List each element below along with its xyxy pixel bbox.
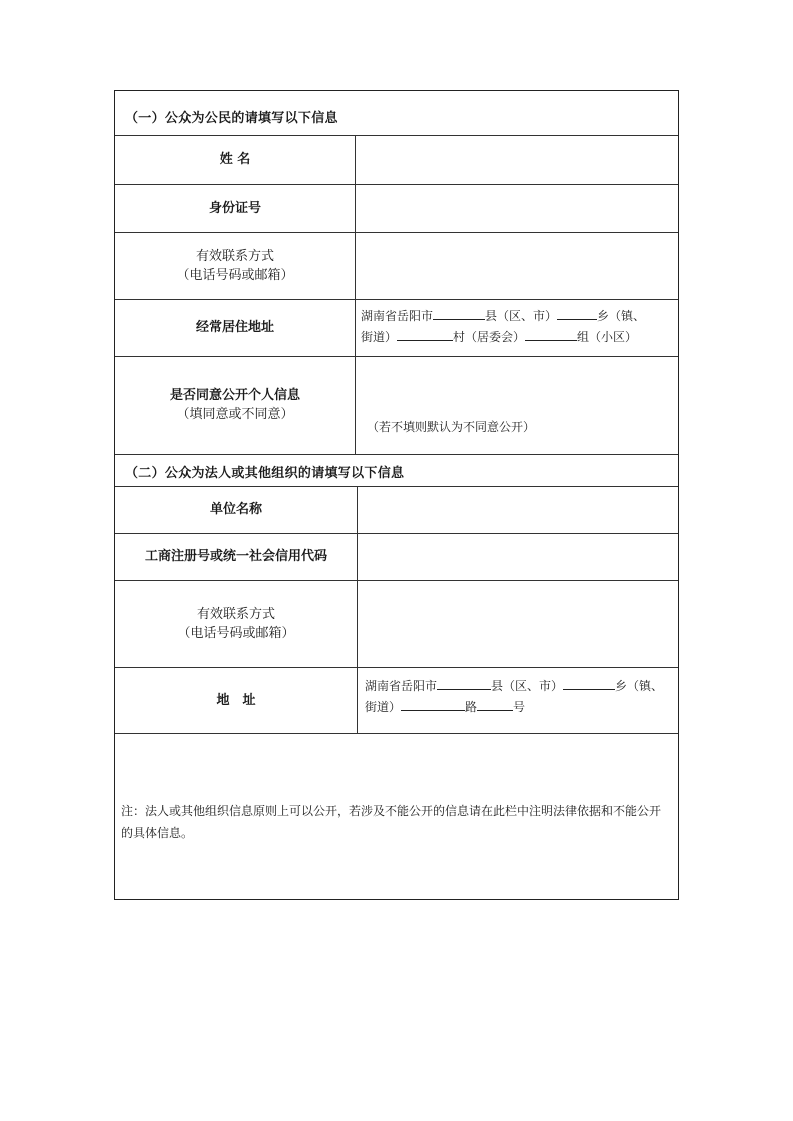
section2-title: （二）公众为法人或其他组织的请填写以下信息 [125, 466, 405, 481]
legal-basis-note: 注：法人或其他组织信息原则上可以公开，若涉及不能公开的信息请在此栏中注明法律依据和不能公开的具体信息。 [121, 804, 662, 840]
contact-field[interactable] [361, 238, 672, 293]
name-label-text: 姓 名 [219, 152, 251, 167]
contact-label-text: 有效联系方式 [195, 248, 274, 264]
address-prefix: 湖南省岳阳市 [361, 309, 434, 323]
consent-label-sub: （填同意或不同意） [176, 407, 294, 422]
section1-title: （一）公众为公民的请填写以下信息 [125, 111, 338, 126]
org-name-label-text: 单位名称 [209, 502, 262, 517]
org-contact-label-sub: （电话号码或邮箱） [177, 625, 295, 641]
org-address-field[interactable] [365, 676, 672, 718]
note-input-area[interactable] [121, 741, 672, 797]
county-text: 县（区、市） [485, 309, 558, 323]
group-blank[interactable] [525, 327, 577, 341]
reg-number-label-text: 工商注册号或统一社会信用代码 [144, 549, 327, 564]
number-text: 号 [513, 700, 526, 714]
group-text: 组（小区） [577, 330, 638, 344]
row-divider [115, 733, 678, 734]
address-label-text: 经常居住地址 [195, 320, 274, 335]
id-number-field[interactable] [361, 190, 672, 227]
column-divider [357, 486, 358, 733]
reg-number-label [115, 533, 357, 580]
name-field[interactable] [361, 141, 672, 179]
name-label [115, 135, 355, 184]
village-blank[interactable] [397, 327, 453, 341]
column-divider [355, 135, 356, 454]
consent-default-note: （若不填则默认为不同意公开） [367, 420, 536, 434]
org-address-label-text: 地 址 [216, 692, 256, 708]
org-township-text: 乡（镇、 [615, 679, 664, 693]
row-divider [115, 454, 678, 455]
org-county-text: 县（区、市） [491, 679, 564, 693]
org-township-blank[interactable] [563, 676, 615, 690]
consent-field[interactable] [361, 361, 672, 415]
reg-number-field[interactable] [363, 539, 672, 575]
org-contact-label-text: 有效联系方式 [196, 606, 275, 622]
county-blank[interactable] [433, 306, 485, 320]
id-label-text: 身份证号 [208, 200, 261, 216]
township-blank[interactable] [557, 306, 597, 320]
street-text: 街道） [361, 330, 398, 344]
org-street-text: 街道） [365, 700, 402, 714]
residence-address-field[interactable] [361, 306, 672, 348]
road-text: 路 [465, 700, 478, 714]
org-contact-field[interactable] [363, 586, 672, 662]
org-county-blank[interactable] [437, 676, 491, 690]
id-label [115, 184, 355, 232]
contact-label-sub: （电话号码或邮箱） [176, 267, 294, 283]
org-contact-label [115, 580, 357, 667]
org-address-label [115, 667, 357, 733]
org-name-label [115, 486, 357, 533]
contact-label [115, 232, 355, 299]
org-address-prefix: 湖南省岳阳市 [365, 679, 438, 693]
road-blank[interactable] [401, 697, 465, 711]
address-label [115, 299, 355, 356]
consent-label-text: 是否同意公开个人信息 [169, 388, 300, 403]
org-name-field[interactable] [363, 492, 672, 528]
number-blank[interactable] [477, 697, 513, 711]
consent-label [115, 356, 355, 454]
info-form [114, 90, 679, 900]
township-text: 乡（镇、 [597, 309, 646, 323]
village-text: 村（居委会） [453, 330, 526, 344]
